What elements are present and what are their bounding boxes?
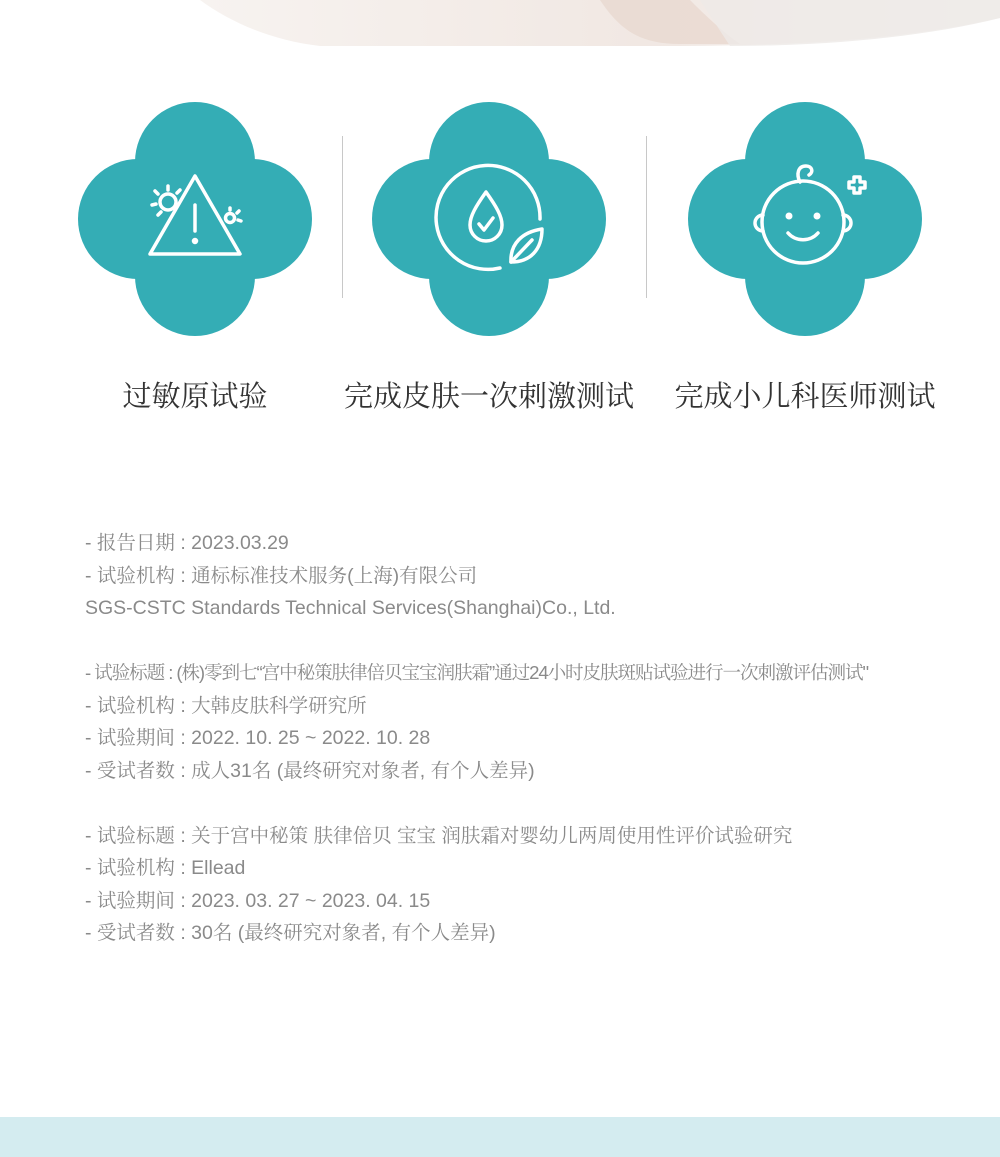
hero-photo bbox=[0, 0, 1000, 48]
badge-label-pediatrician: 完成小儿科医师测试 bbox=[674, 379, 936, 413]
badge-pediatrician bbox=[688, 102, 922, 336]
footer-band bbox=[0, 1117, 1000, 1157]
divider bbox=[342, 136, 343, 298]
study1-subjects: - 受试者数 : 成人31名 (最终研究对象者, 有个人差异) bbox=[85, 759, 535, 782]
badge-label-allergy: 过敏原试验 bbox=[122, 379, 268, 413]
study2-subjects: - 受试者数 : 30名 (最终研究对象者, 有个人差异) bbox=[85, 922, 496, 944]
study2-institution: - 试验机构 : Ellead bbox=[85, 857, 246, 879]
divider bbox=[646, 136, 647, 298]
study1-title: - 试验标题 : (株)零到七“宫中秘策肤律倍贝宝宝润肤霜”通过24小时皮肤斑贴试验进行一次刺激评估测试" bbox=[85, 662, 868, 683]
study1-period: - 试验期间 : 2022. 10. 25 ~ 2022. 10. 28 bbox=[85, 727, 431, 749]
report-institution-en: SGS-CSTC Standards Technical Services(Shanghai)Co., Ltd. bbox=[85, 597, 616, 619]
study2-period: - 试验期间 : 2023. 03. 27 ~ 2023. 04. 15 bbox=[85, 889, 431, 912]
badge-skin-irritation bbox=[372, 102, 606, 336]
study1-institution: - 试验机构 : 大韩皮肤科学研究所 bbox=[85, 694, 367, 717]
report-institution: - 试验机构 : 通标标准技术服务(上海)有限公司 bbox=[85, 564, 478, 587]
badge-allergy bbox=[78, 102, 312, 336]
badge-label-skin-irritation: 完成皮肤一次刺激测试 bbox=[343, 379, 634, 413]
study2-title: - 试验标题 : 关于宫中秘策 肤律倍贝 宝宝 润肤霜对婴幼儿两周使用性评价试验研究 bbox=[85, 824, 793, 847]
test-info bbox=[85, 527, 965, 950]
report-date: - 报告日期 : 2023.03.29 bbox=[85, 532, 289, 554]
